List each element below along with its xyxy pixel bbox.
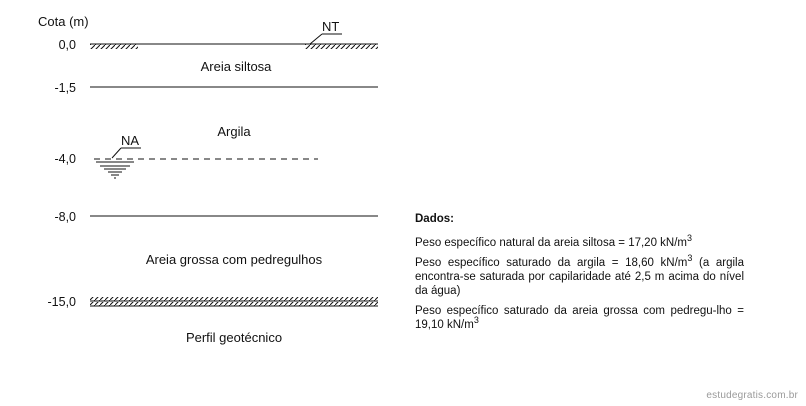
data-item-siltosa: [415, 233, 744, 250]
level-label-1: -1,5: [54, 81, 76, 95]
axis-title: Cota (m): [38, 14, 89, 29]
water-table-symbol: [96, 162, 134, 178]
level-label-0: 0,0: [58, 38, 76, 52]
na-label: NA: [121, 133, 140, 148]
data-item-areia-grossa: [415, 304, 744, 332]
data-title: Dados:: [415, 213, 454, 225]
data-panel: [415, 212, 744, 338]
data-item-tail: (a argila encontra-se saturada por capilaridade até 2,5 m acima do nível da água): [415, 257, 744, 297]
data-item-argila: [415, 253, 744, 298]
profile-caption: Perfil geotécnico: [185, 330, 283, 345]
nt-marker: [310, 34, 342, 44]
na-marker: [112, 148, 141, 158]
layer-label-1: Argila: [217, 124, 251, 139]
data-item-exponent: 3: [687, 233, 693, 244]
geotechnical-profile: [0, 0, 400, 406]
watermark: estudegratis.com.br: [706, 390, 798, 401]
level-label-2: -4,0: [54, 152, 76, 166]
bottom-boundary: [90, 297, 378, 306]
layer-label-0: Areia siltosa: [200, 59, 272, 74]
data-item-text: Peso específico saturado da argila = 18,60 kN/m: [415, 257, 688, 269]
level-label-3: -8,0: [54, 210, 76, 224]
data-item-text: Peso específico saturado da areia grossa com pedregu-lho = 19,10 kN/m: [415, 305, 744, 331]
data-item-exponent: 3: [473, 315, 479, 326]
data-item-text: Peso específico natural da areia siltosa = 17,20 kN/m: [415, 237, 687, 249]
nt-label: NT: [322, 19, 340, 34]
level-label-4: -15,0: [47, 295, 76, 309]
layer-label-2: Areia grossa com pedregulhos: [145, 252, 323, 267]
ground-surface: [90, 44, 378, 49]
data-item-exponent: 3: [687, 253, 693, 264]
